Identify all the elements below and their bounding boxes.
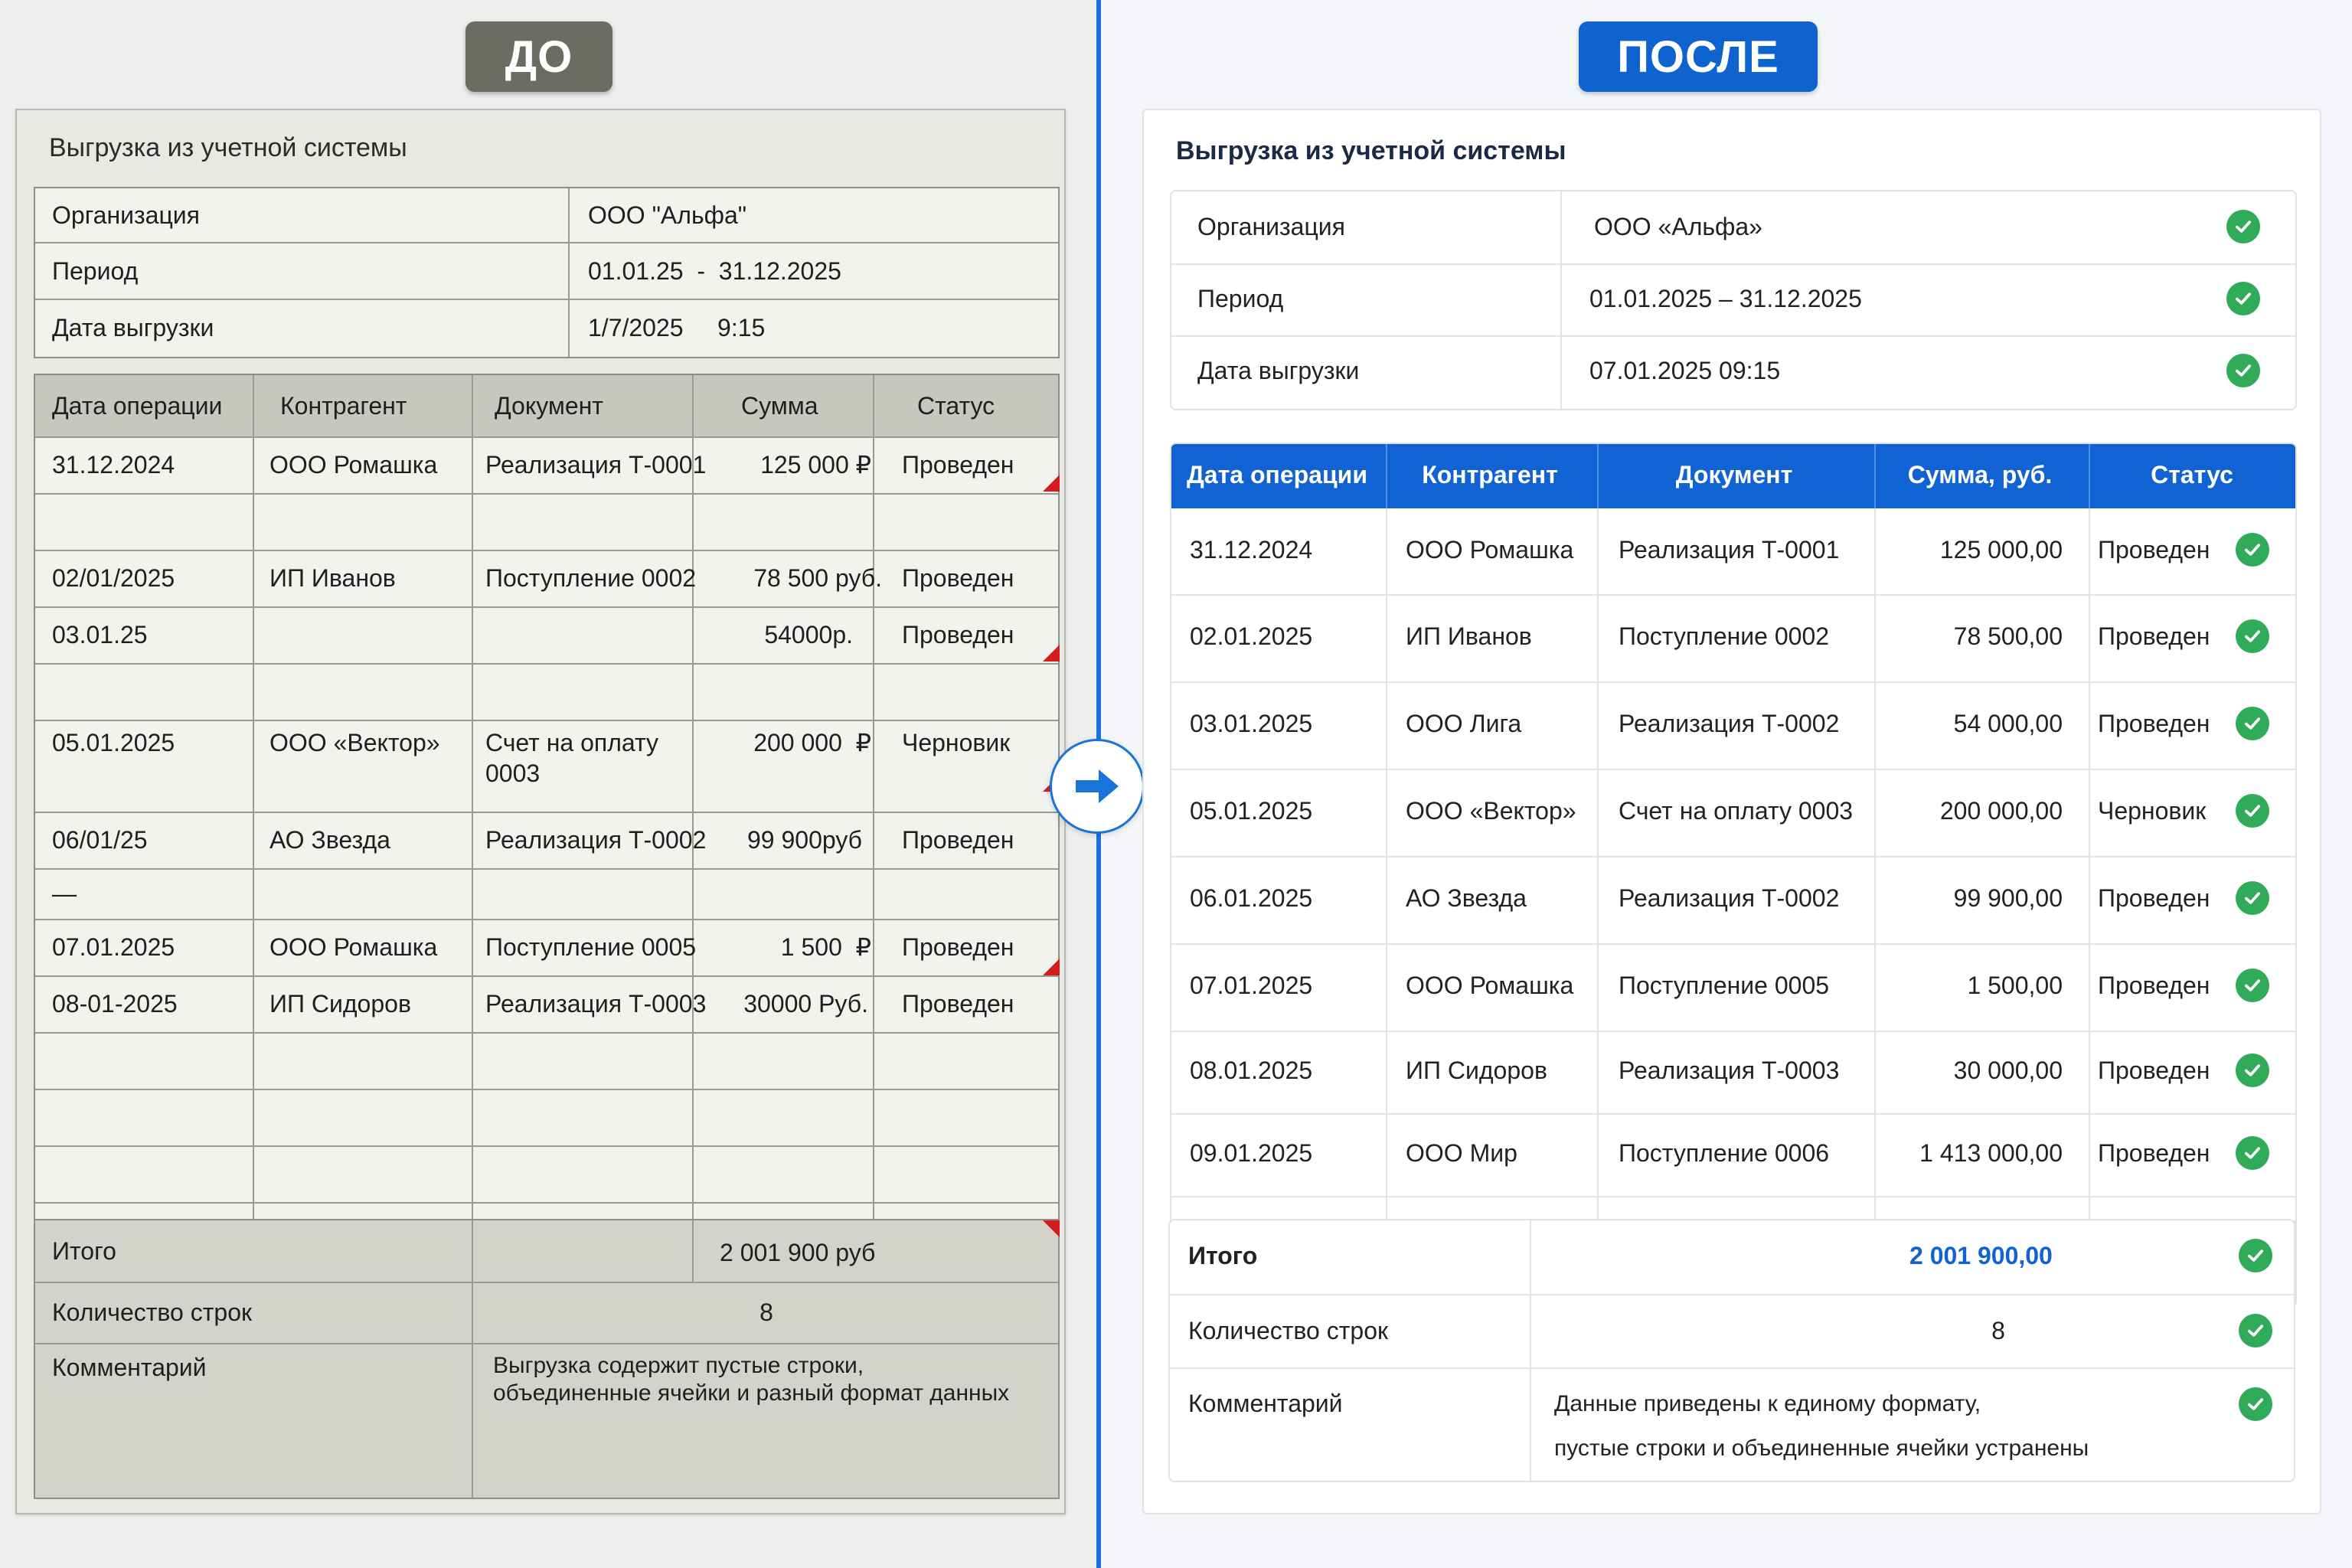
before-row-3-date: 03.01.25	[52, 620, 148, 648]
before-col-sum: Сумма	[741, 391, 818, 420]
before-row-2-sum: 78 500 руб.	[753, 564, 882, 592]
after-row-6-date: 07.01.2025	[1190, 971, 1313, 999]
check-circle-icon	[2236, 881, 2269, 915]
before-row-2-doc: Поступление 0002	[485, 564, 697, 592]
before-row-5-sum: 99 900руб	[747, 825, 862, 854]
after-col-party: Контрагент	[1422, 460, 1558, 488]
before-row-4-date: 05.01.2025	[52, 728, 175, 756]
before-row-2-party: ИП Иванов	[270, 564, 396, 592]
after-row-3-sum: 54 000,00	[1953, 709, 2063, 737]
after-row-7-status: Проведен	[2098, 1056, 2210, 1084]
before-col-date: Дата операции	[52, 391, 223, 420]
check-circle-icon	[2239, 1387, 2272, 1421]
after-row-8-date: 09.01.2025	[1190, 1138, 1313, 1167]
before-row-7-status: Проведен	[902, 933, 1014, 961]
after-meta-value-period: 01.01.2025 – 31.12.2025	[1589, 284, 1862, 312]
before-row-4-doc-line2: 0003	[485, 759, 541, 787]
after-row-4-status: Черновик	[2098, 796, 2207, 825]
after-row-8-sum: 1 413 000,00	[1919, 1138, 2063, 1167]
after-col-date: Дата операции	[1187, 460, 1367, 488]
after-row-2-date: 02.01.2025	[1190, 622, 1313, 650]
after-row-6-status: Проведен	[2098, 971, 2210, 999]
after-row-1-sum: 125 000,00	[1939, 535, 2063, 564]
before-row-5-party: АО Звезда	[270, 825, 390, 854]
after-row-8-status: Проведен	[2098, 1138, 2210, 1167]
before-comment-line1: Выгрузка содержит пустые строки,	[493, 1353, 864, 1378]
before-meta-label-date: Дата выгрузки	[52, 313, 214, 341]
error-flag-icon	[1043, 475, 1060, 492]
after-col-status: Статус	[2151, 460, 2233, 488]
before-panel	[15, 109, 1066, 1514]
after-row-2-status: Проведен	[2098, 622, 2210, 650]
after-row-1-doc: Реализация Т-0001	[1619, 535, 1840, 564]
after-row-3-status: Проведен	[2098, 709, 2210, 737]
before-row-8-sum: 30000 Руб.	[743, 989, 868, 1018]
check-circle-icon	[2239, 1314, 2272, 1348]
after-row-7-sum: 30 000,00	[1953, 1056, 2063, 1084]
error-flag-icon	[1043, 959, 1060, 975]
check-circle-icon	[2236, 1054, 2269, 1087]
before-title: Выгрузка из учетной системы	[49, 133, 407, 162]
before-row-5-date: 06/01/25	[52, 825, 148, 854]
after-row-2-doc: Поступление 0002	[1619, 622, 1830, 650]
after-row-4-date: 05.01.2025	[1190, 796, 1313, 825]
after-row-5-sum: 99 900,00	[1953, 884, 2063, 912]
check-circle-icon	[2226, 210, 2260, 243]
before-row-4-party: ООО «Вектор»	[270, 728, 440, 756]
before-col-status: Статус	[917, 391, 995, 420]
before-row-7-sum: 1 500 ₽	[780, 933, 871, 961]
after-row-5-date: 06.01.2025	[1190, 884, 1313, 912]
before-row-7-date: 07.01.2025	[52, 933, 175, 961]
after-comment-label: Комментарий	[1188, 1389, 1343, 1417]
after-meta-label-org: Организация	[1197, 212, 1345, 240]
check-circle-icon	[2236, 794, 2269, 828]
before-row-8-date: 08-01-2025	[52, 989, 178, 1018]
check-circle-icon	[2236, 533, 2269, 567]
before-meta-label-period: Период	[52, 256, 139, 285]
before-comment-line2: объединенные ячейки и разный формат данных	[493, 1380, 1010, 1406]
after-count-label: Количество строк	[1188, 1316, 1388, 1344]
before-row-2-status: Проведен	[902, 564, 1014, 592]
after-row-5-doc: Реализация Т-0002	[1619, 884, 1840, 912]
after-row-6-doc: Поступление 0005	[1619, 971, 1830, 999]
before-row-1-sum: 125 000 ₽	[760, 451, 871, 479]
after-meta-value-org: ООО «Альфа»	[1594, 212, 1762, 240]
after-row-6-sum: 1 500,00	[1967, 971, 2063, 999]
before-count-label: Количество строк	[52, 1298, 252, 1326]
after-row-7-doc: Реализация Т-0003	[1619, 1056, 1840, 1084]
before-row-5-doc: Реализация Т-0002	[485, 825, 707, 854]
check-circle-icon	[2236, 707, 2269, 740]
after-row-7-date: 08.01.2025	[1190, 1056, 1313, 1084]
check-circle-icon	[2236, 969, 2269, 1002]
before-meta-value-period: 01.01.25 - 31.12.2025	[588, 256, 841, 285]
after-row-5-status: Проведен	[2098, 884, 2210, 912]
check-circle-icon	[2236, 1136, 2269, 1170]
after-row-4-party: ООО «Вектор»	[1406, 796, 1576, 825]
after-row-8-doc: Поступление 0006	[1619, 1138, 1830, 1167]
after-row-3-date: 03.01.2025	[1190, 709, 1313, 737]
before-row-7-party: ООО Ромашка	[270, 933, 438, 961]
before-row-1-party: ООО Ромашка	[270, 450, 438, 479]
before-meta-value-org: ООО "Альфа"	[588, 201, 747, 229]
before-row-2-date: 02/01/2025	[52, 564, 175, 592]
check-circle-icon	[2236, 619, 2269, 653]
after-comment-line1: Данные приведены к единому формату,	[1554, 1391, 1981, 1416]
before-row-7-doc: Поступление 0005	[485, 933, 697, 961]
after-row-8-party: ООО Мир	[1406, 1138, 1517, 1167]
after-row-3-doc: Реализация Т-0002	[1619, 709, 1840, 737]
before-count-value: 8	[760, 1298, 773, 1326]
after-row-1-status: Проведен	[2098, 535, 2210, 564]
after-col-doc: Документ	[1675, 460, 1793, 488]
after-title: Выгрузка из учетной системы	[1176, 136, 1566, 165]
after-meta-label-date: Дата выгрузки	[1197, 356, 1360, 384]
before-label: ДО	[466, 21, 612, 92]
after-meta-value-date: 07.01.2025 09:15	[1589, 356, 1781, 384]
before-row-1-doc: Реализация Т-0001	[485, 450, 707, 479]
before-col-doc: Документ	[495, 391, 603, 420]
after-row-4-doc: Счет на оплату 0003	[1619, 796, 1854, 825]
before-row-8-status: Проведен	[902, 989, 1014, 1018]
before-row-8-party: ИП Сидоров	[270, 989, 411, 1018]
after-col-sum: Сумма, руб.	[1907, 460, 2053, 488]
after-row-7-party: ИП Сидоров	[1406, 1056, 1547, 1084]
before-comment-label: Комментарий	[52, 1353, 207, 1381]
arrow-right-icon	[1050, 739, 1145, 834]
before-row-6-dash: —	[52, 879, 77, 907]
before-row-3-sum: 54000р.	[764, 620, 853, 648]
before-row-3-status: Проведен	[902, 620, 1014, 648]
after-row-2-sum: 78 500,00	[1953, 622, 2063, 650]
before-col-party: Контрагент	[280, 391, 407, 420]
after-row-4-sum: 200 000,00	[1939, 796, 2063, 825]
after-comment-line2: пустые строки и объединенные ячейки устранены	[1554, 1436, 2089, 1461]
after-meta-label-period: Период	[1197, 284, 1284, 312]
after-row-3-party: ООО Лига	[1406, 709, 1522, 737]
before-meta-value-date: 1/7/2025 9:15	[588, 313, 766, 341]
error-flag-icon	[1043, 645, 1060, 662]
after-total-label: Итого	[1188, 1241, 1258, 1269]
after-label: ПОСЛЕ	[1579, 21, 1818, 92]
before-row-4-status: Черновик	[902, 728, 1011, 756]
check-circle-icon	[2239, 1239, 2272, 1272]
check-circle-icon	[2226, 282, 2260, 315]
before-row-4-doc: Счет на оплату	[485, 728, 658, 756]
before-row-8-doc: Реализация Т-0003	[485, 989, 707, 1018]
after-row-1-date: 31.12.2024	[1190, 535, 1313, 564]
before-total-value: 2 001 900 руб	[720, 1238, 876, 1266]
before-row-5-status: Проведен	[902, 825, 1014, 854]
after-total-value: 2 001 900,00	[1909, 1241, 2053, 1269]
error-flag-icon	[1043, 1220, 1060, 1237]
check-circle-icon	[2226, 354, 2260, 387]
after-row-2-party: ИП Иванов	[1406, 622, 1532, 650]
after-row-1-party: ООО Ромашка	[1406, 535, 1574, 564]
after-row-6-party: ООО Ромашка	[1406, 971, 1574, 999]
before-meta-label-org: Организация	[52, 201, 200, 229]
after-row-5-party: АО Звезда	[1406, 884, 1527, 912]
before-row-4-sum: 200 000 ₽	[753, 729, 871, 756]
before-total-label: Итого	[52, 1236, 116, 1265]
before-row-1-date: 31.12.2024	[52, 450, 175, 479]
before-row-1-status: Проведен	[902, 450, 1014, 479]
after-count-value: 8	[1991, 1316, 2005, 1344]
